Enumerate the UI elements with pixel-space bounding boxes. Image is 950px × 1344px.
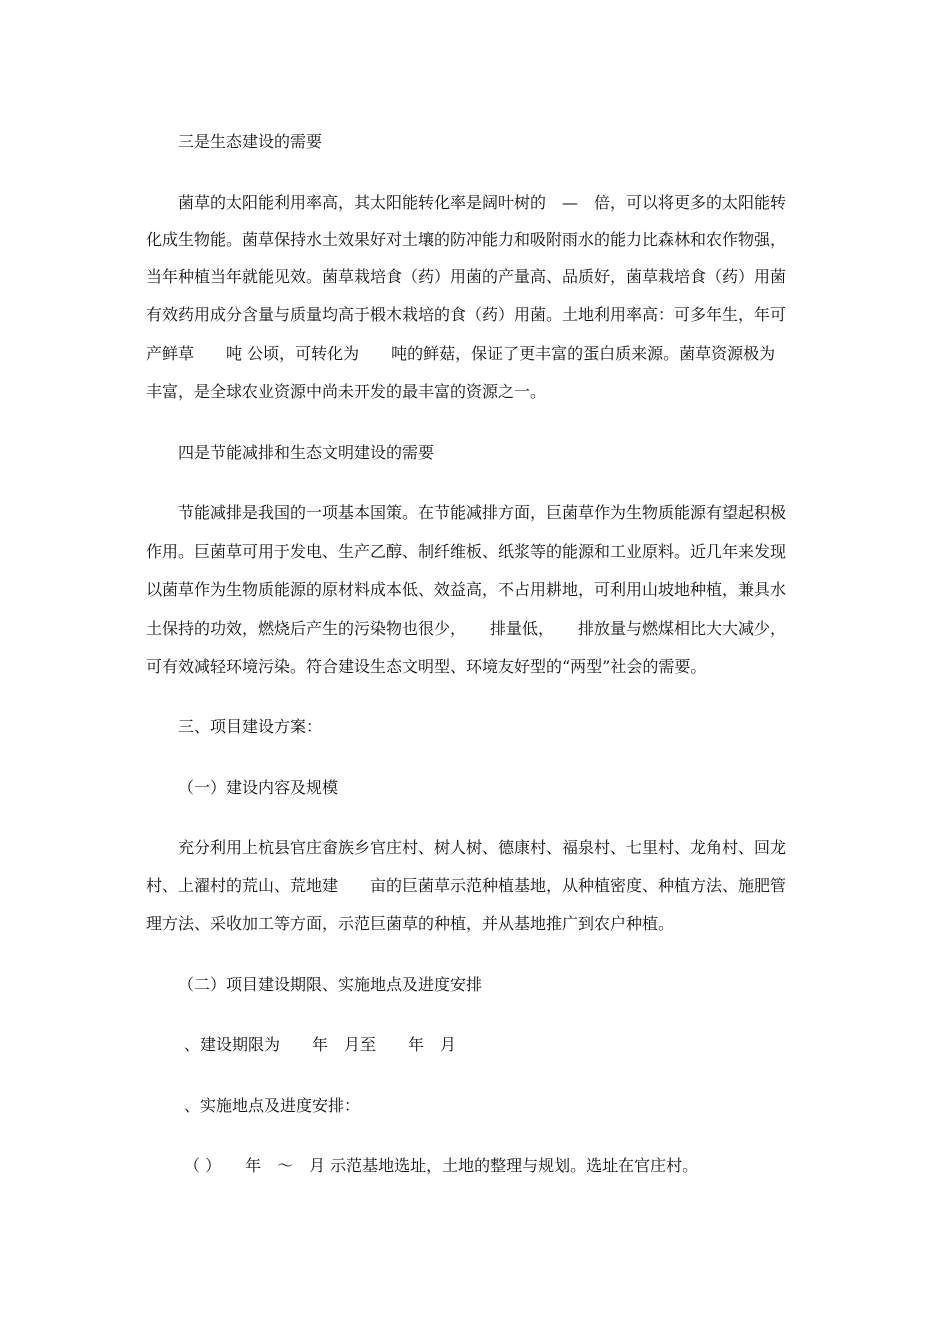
paragraph-line: 作用。巨菌草可用于发电、生产乙醇、制纤维板、纸浆等的能源和工业原料。近几年来发现 [146, 542, 787, 561]
part-heading-project-plan: 三、项目建设方案： [178, 717, 323, 736]
paragraph-line: 菌草的太阳能利用率高，其太阳能转化率是阔叶树的 — 倍，可以将更多的太阳能转 [178, 193, 787, 212]
paragraph-line: 土保持的功效，燃烧后产生的污染物也很少， 排量低， 排放量与燃煤相比大大减少， [146, 619, 787, 638]
paragraph-line: 理方法、采收加工等方面，示范巨菌草的种植，并从基地推广到农户种植。 [146, 914, 675, 933]
paragraph-line: 有效药用成分含量与质量均高于椴木栽培的食（药）用菌。土地利用率高：可多年生，年可 [146, 305, 787, 324]
section-heading-energy-saving: 四是节能减排和生态文明建设的需要 [178, 443, 435, 462]
paragraph-line: 充分利用上杭县官庄畲族乡官庄村、树人树、德康村、福泉村、七里村、龙角村、回龙 [178, 838, 787, 857]
paragraph-line: 产鲜草 吨 公顷，可转化为 吨的鲜菇，保证了更丰富的蛋白质来源。菌草资源极为 [146, 344, 776, 363]
list-item-construction-period: 、建设期限为 年 月至 年 月 [184, 1035, 457, 1054]
section-heading-ecology: 三是生态建设的需要 [178, 132, 323, 151]
paragraph-line: 化成生物能。菌草保持水土效果好对土壤的防冲能力和吸附雨水的能力比森林和农作物强， [146, 230, 787, 249]
paragraph-line: 可有效减轻环境污染。符合建设生态文明型、环境友好型的“两型”社会的需要。 [146, 657, 707, 676]
subsection-heading-content-scale: （一）建设内容及规模 [178, 778, 339, 797]
paragraph-line: 村、上濯村的荒山、荒地建 亩的巨菌草示范种植基地，从种植密度、种植方法、施肥管 [146, 876, 787, 895]
paragraph-line: 以菌草作为生物质能源的原材料成本低、效益高，不占用耕地，可利用山坡地种植，兼具水 [146, 580, 787, 599]
paragraph-line: 丰富，是全球农业资源中尚未开发的最丰富的资源之一。 [146, 382, 547, 401]
paragraph-line: 当年种植当年就能见效。菌草栽培食（药）用菌的产量高、品质好，菌草栽培食（药）用菌 [146, 267, 787, 286]
paragraph-line: 节能减排是我国的一项基本国策。在节能减排方面，巨菌草作为生物质能源有望起积极 [178, 503, 787, 522]
subsection-heading-schedule: （二）项目建设期限、实施地点及进度安排 [178, 975, 483, 994]
list-item-location-progress: 、实施地点及进度安排： [184, 1096, 361, 1115]
list-item-site-selection: （ ） 年 ～ 月 示范基地选址，土地的整理与规划。选址在官庄村。 [184, 1156, 699, 1175]
